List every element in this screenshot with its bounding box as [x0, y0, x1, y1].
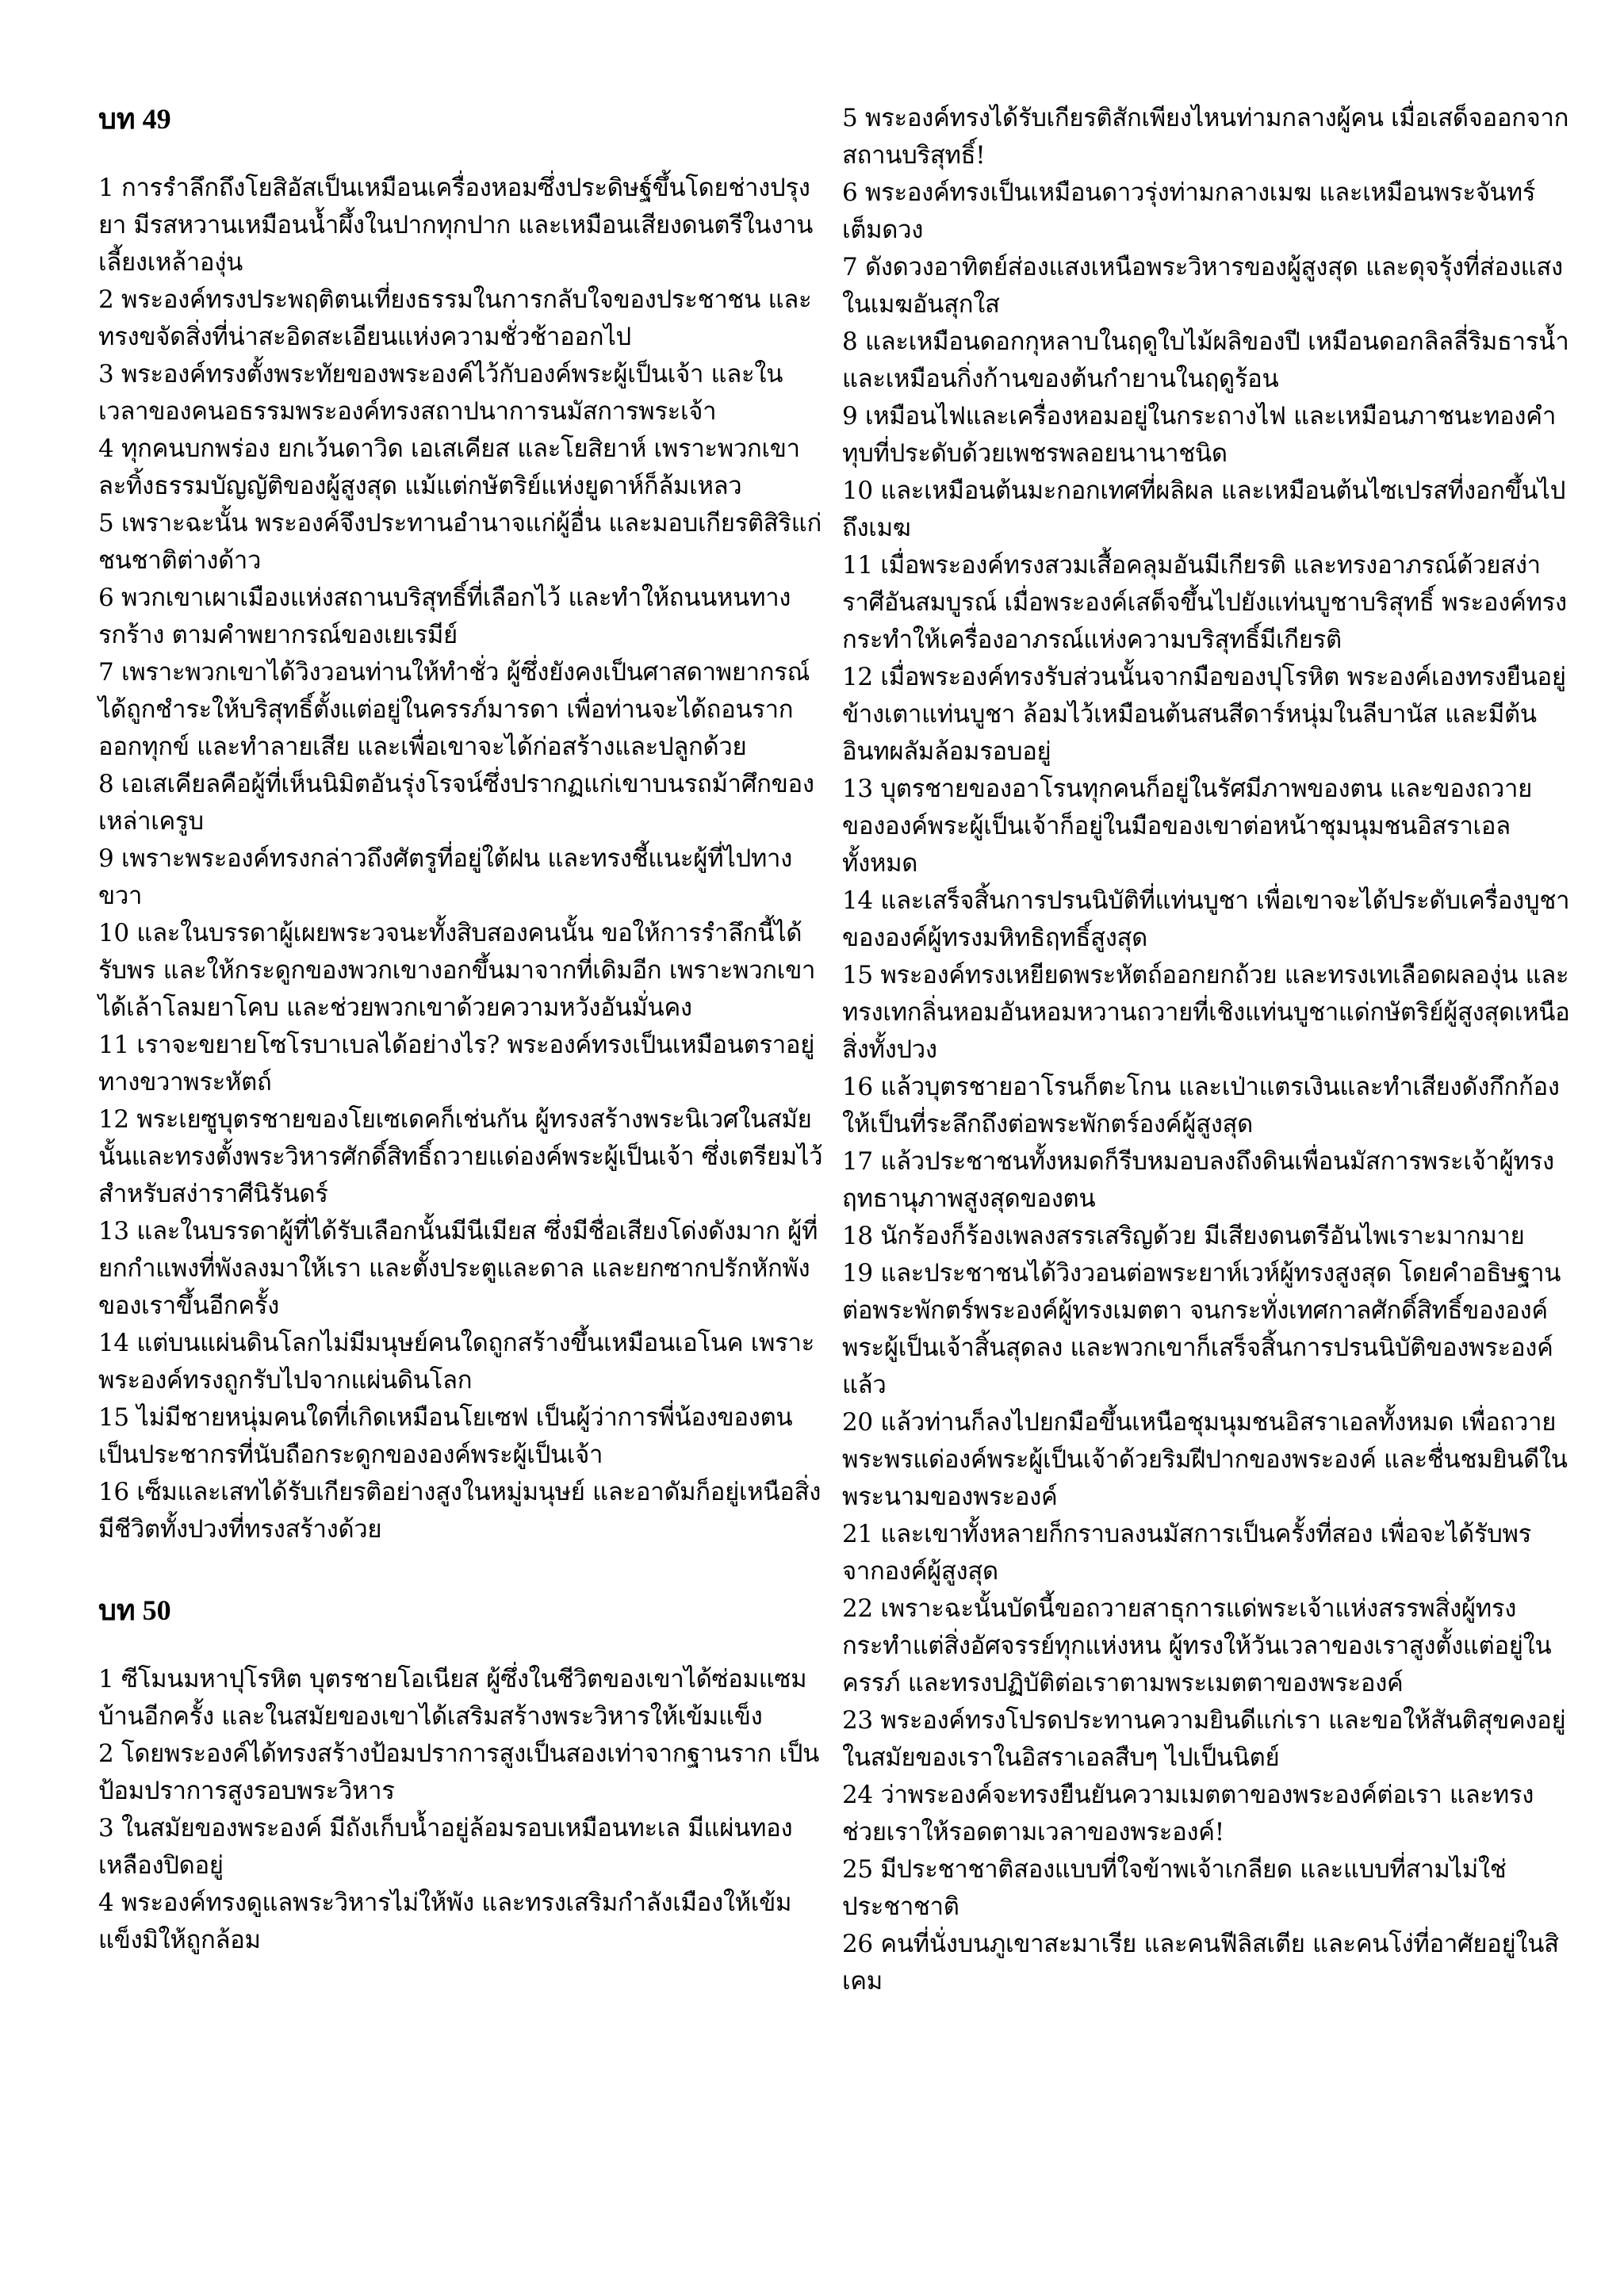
verse: 16 แล้วบุตรชายอาโรนก็ตะโกน และเป่าแตรเงินและทำเสียงดังกึกก้องให้เป็นที่ระลึกถึงต่อพระพักตร์องค์ผู้สูงสุด [842, 1073, 1560, 1138]
verse: 17 แล้วประชาชนทั้งหมดก็รีบหมอบลงถึงดินเพื่อนมัสการพระเจ้าผู้ทรงฤทธานุภาพสูงสุดของตน [842, 1147, 1554, 1213]
verse: 20 แล้วท่านก็ลงไปยกมือขึ้นเหนือชุมนุมชนอิสราเอลทั้งหมด เพื่อถวายพระพรแด่องค์พระผู้เป็นเจ้าด้วยริมฝีปากของพระองค์ และชื่นชมยินดีในพระนามของพระองค์ [842, 1408, 1568, 1511]
verse: 14 แต่บนแผ่นดินโลกไม่มีมนุษย์คนใดถูกสร้างขึ้นเหมือนเอโนค เพราะพระองค์ทรงถูกรับไปจากแผ่นดินโลก [98, 1329, 814, 1395]
verse: 3 ในสมัยของพระองค์ มีถังเก็บน้ำอยู่ล้อมรอบเหมือนทะเล มีแผ่นทองเหลืองปิดอยู่ [98, 1814, 793, 1880]
verse: 12 เมื่อพระองค์ทรงรับส่วนนั้นจากมือของปุโรหิต พระองค์เองทรงยืนอยู่ข้างเตาแท่นบูชา ล้อมไว้เหมือนต้นสนสีดาร์หนุ่มในลีบานัส และมีต้นอินทผลัมล้อมรอบอยู่ [842, 663, 1566, 766]
verse: 14 และเสร็จสิ้นการปรนนิบัติที่แท่นบูชา เพื่อเขาจะได้ประดับเครื่องบูชาขององค์ผู้ทรงมหิทธิฤทธิ์สูงสุด [842, 886, 1570, 952]
verse: 3 พระองค์ทรงตั้งพระทัยของพระองค์ไว้กับองค์พระผู้เป็นเจ้า และในเวลาของคนอธรรมพระองค์ทรงสถาปนาการนมัสการพระเจ้า [98, 360, 783, 426]
verse: 8 เอเสเคียลคือผู้ที่เห็นนิมิตอันรุ่งโรจน์ซึ่งปรากฏแก่เขาบนรถม้าศึกของเหล่าเครูบ [98, 770, 814, 836]
verse: 13 บุตรชายของอาโรนทุกคนก็อยู่ในรัศมีภาพของตน และของถวายขององค์พระผู้เป็นเจ้าก็อยู่ในมือของเขาต่อหน้าชุมนุมชนอิสราเอลทั้งหมด [842, 775, 1532, 878]
verse: 6 พระองค์ทรงเป็นเหมือนดาวรุ่งท่ามกลางเมฆ และเหมือนพระจันทร์เต็มดวง [842, 178, 1536, 244]
verse: 5 เพราะฉะนั้น พระองค์จึงประทานอำนาจแก่ผู้อื่น และมอบเกียรติสิริแก่ชนชาติต่างด้าว [98, 509, 822, 575]
verse: 4 ทุกคนบกพร่อง ยกเว้นดาวิด เอเสเคียส และโยสิยาห์ เพราะพวกเขาละทิ้งธรรมบัญญัติของผู้สูงสุด แม้แต่กษัตริย์แห่งยูดาห์ก็ล้มเหลว [98, 434, 800, 500]
chapter-49-verses [98, 170, 828, 1548]
verse: 2 โดยพระองค์ได้ทรงสร้างป้อมปราการสูงเป็นสองเท่าจากฐานราก เป็นป้อมปราการสูงรอบพระวิหาร [98, 1739, 820, 1805]
verse: 23 พระองค์ทรงโปรดประทานความยินดีแก่เรา และขอให้สันติสุขคงอยู่ในสมัยของเราในอิสราเอลสืบๆ ไปเป็นนิตย์ [842, 1706, 1566, 1772]
verse: 11 เมื่อพระองค์ทรงสวมเสื้อคลุมอันมีเกียรติ และทรงอาภรณ์ด้วยสง่าราศีอันสมบูรณ์ เมื่อพระองค์เสด็จขึ้นไปยังแท่นบูชาบริสุทธิ์ พระองค์ทรงกระทำให้เครื่องอาภรณ์แห่งความบริสุทธิ์มีเกียรติ [842, 551, 1567, 654]
verse: 22 เพราะฉะนั้นบัดนี้ขอถวายสาธุการแด่พระเจ้าแห่งสรรพสิ่งผู้ทรงกระทำแต่สิ่งอัศจรรย์ทุกแห่งหน ผู้ทรงให้วันเวลาของเราสูงตั้งแต่อยู่ในครรภ์ และทรงปฏิบัติต่อเราตามพระเมตตาของพระองค์ [842, 1594, 1552, 1697]
verse: 1 ซีโมนมหาปุโรหิต บุตรชายโอเนียส ผู้ซึ่งในชีวิตของเขาได้ซ่อมแซมบ้านอีกครั้ง และในสมัยของเขาได้เสริมสร้างพระวิหารให้เข้มแข็ง [98, 1665, 807, 1731]
verse: 10 และในบรรดาผู้เผยพระวจนะทั้งสิบสองคนนั้น ขอให้การรำลึกนี้ได้รับพร และให้กระดูกของพวกเขางอกขึ้นมาจากที่เดิมอีก เพราะพวกเขาได้เล้าโลมยาโคบ และช่วยพวกเขาด้วยความหวังอันมั่นคง [98, 919, 816, 1022]
verse: 15 พระองค์ทรงเหยียดพระหัตถ์ออกยกถ้วย และทรงเทเลือดผลองุ่น และทรงเทกลิ่นหอมอันหอมหวานถวายที่เชิงแท่นบูชาแด่กษัตริย์ผู้สูงสุดเหนือสิ่งทั้งปวง [842, 961, 1570, 1064]
verse: 10 และเหมือนต้นมะกอกเทศที่ผลิผล และเหมือนต้นไซเปรสที่งอกขึ้นไปถึงเมฆ [842, 476, 1566, 542]
verse: 13 และในบรรดาผู้ที่ได้รับเลือกนั้นมีนีเมียส ซึ่งมีชื่อเสียงโด่งดังมาก ผู้ที่ยกกำแพงที่พังลงมาให้เรา และตั้งประตูและดาล และยกซากปรักหักพังของเราขึ้นอีกครั้ง [98, 1217, 818, 1320]
verse: 6 พวกเขาเผาเมืองแห่งสถานบริสุทธิ์ที่เลือกไว้ และทำให้ถนนหนทางรกร้าง ตามคำพยากรณ์ของเยเรมีย์ [98, 584, 791, 649]
verse: 19 และประชาชนได้วิงวอนต่อพระยาห์เวห์ผู้ทรงสูงสุด โดยคำอธิษฐานต่อพระพักตร์พระองค์ผู้ทรงเมตตา จนกระทั่งเทศกาลศักดิ์สิทธิ์ขององค์พระผู้เป็นเจ้าสิ้นสุดลง และพวกเขาก็เสร็จสิ้นการปรนนิบัติของพระองค์แล้ว [842, 1259, 1561, 1399]
verse: 26 คนที่นั่งบนภูเขาสะมาเรีย และคนฟีลิสเตีย และคนโง่ที่อาศัยอยู่ในสิเคม [842, 1930, 1559, 1996]
verse: 8 และเหมือนดอกกุหลาบในฤดูใบไม้ผลิของปี เหมือนดอกลิลลี่ริมธารน้ำ และเหมือนกิ่งก้านของต้นกำยานในฤดูร้อน [842, 327, 1569, 393]
chapter-50-verses-right [842, 100, 1572, 2000]
chapter-heading: บท 50 [98, 1594, 171, 1626]
chapter-50-verses-left [98, 1661, 828, 1959]
verse: 2 พระองค์ทรงประพฤติตนเที่ยงธรรมในการกลับใจของประชาชน และทรงขจัดสิ่งที่น่าสะอิดสะเอียนแห่งความชั่วช้าออกไป [98, 285, 812, 351]
verse: 7 เพราะพวกเขาได้วิงวอนท่านให้ทำชั่ว ผู้ซึ่งยังคงเป็นศาสดาพยากรณ์ ได้ถูกชำระให้บริสุทธิ์ตั้งแต่อยู่ในครรภ์มารดา เพื่อท่านจะได้ถอนราก ออกทุกข์ และทำลายเสีย และเพื่อเขาจะได้ก่อสร้างและปลูกด้วย [98, 658, 810, 761]
left-column [98, 100, 828, 1959]
verse: 16 เซ็มและเสทได้รับเกียรติอย่างสูงในหมู่มนุษย์ และอาดัมก็อยู่เหนือสิ่งมีชีวิตทั้งปวงที่ทรงสร้างด้วย [98, 1478, 822, 1544]
verse: 15 ไม่มีชายหนุ่มคนใดที่เกิดเหมือนโยเซฟ เป็นผู้ว่าการพี่น้องของตน เป็นประชากรที่นับถือกระดูกขององค์พระผู้เป็นเจ้า [98, 1403, 793, 1469]
verse: 5 พระองค์ทรงได้รับเกียรติสักเพียงไหนท่ามกลางผู้คน เมื่อเสด็จออกจากสถานบริสุทธิ์! [842, 104, 1569, 170]
verse: 11 เราจะขยายโซโรบาเบลได้อย่างไร? พระองค์ทรงเป็นเหมือนตราอยู่ทางขวาพระหัตถ์ [98, 1031, 815, 1096]
right-column [842, 100, 1572, 2000]
chapter-separator [98, 1548, 828, 1591]
verse: 24 ว่าพระองค์จะทรงยืนยันความเมตตาของพระองค์ต่อเรา และทรงช่วยเราให้รอดตามเวลาของพระองค์! [842, 1781, 1534, 1846]
verse: 9 เพราะพระองค์ทรงกล่าวถึงศัตรูที่อยู่ใต้ฝน และทรงชี้แนะผู้ที่ไปทางขวา [98, 844, 792, 910]
verse: 1 การรำลึกถึงโยสิอัสเป็นเหมือนเครื่องหอมซึ่งประดิษฐ์ขึ้นโดยช่างปรุงยา มีรสหวานเหมือนน้ำผึ้งในปากทุกปาก และเหมือนเสียงดนตรีในงานเลี้ยงเหล้าองุ่น [98, 174, 814, 277]
verse: 7 ดังดวงอาทิตย์ส่องแสงเหนือพระวิหารของผู้สูงสุด และดุจรุ้งที่ส่องแสงในเมฆอันสุกใส [842, 253, 1563, 319]
verse: 25 มีประชาชาติสองแบบที่ใจข้าพเจ้าเกลียด และแบบที่สามไม่ใช่ประชาชาติ [842, 1855, 1507, 1921]
verse: 21 และเขาทั้งหลายก็กราบลงนมัสการเป็นครั้งที่สอง เพื่อจะได้รับพรจากองค์ผู้สูงสุด [842, 1520, 1532, 1586]
verse: 18 นักร้องก็ร้องเพลงสรรเสริญด้วย มีเสียงดนตรีอันไพเราะมากมาย [842, 1222, 1525, 1250]
chapter-heading: บท 49 [98, 103, 171, 135]
verse: 9 เหมือนไฟและเครื่องหอมอยู่ในกระถางไฟ และเหมือนภาชนะทองคำทุบที่ประดับด้วยเพชรพลอยนานาชนิด [842, 402, 1557, 468]
verse: 4 พระองค์ทรงดูแลพระวิหารไม่ให้พัง และทรงเสริมกำลังเมืองให้เข้มแข็งมิให้ถูกล้อม [98, 1888, 792, 1954]
verse: 12 พระเยซูบุตรชายของโยเซเดคก็เช่นกัน ผู้ทรงสร้างพระนิเวศในสมัยนั้นและทรงตั้งพระวิหารศักดิ์สิทธิ์ถวายแด่องค์พระผู้เป็นเจ้า ซึ่งเตรียมไว้สำหรับสง่าราศีนิรันดร์ [98, 1105, 823, 1208]
